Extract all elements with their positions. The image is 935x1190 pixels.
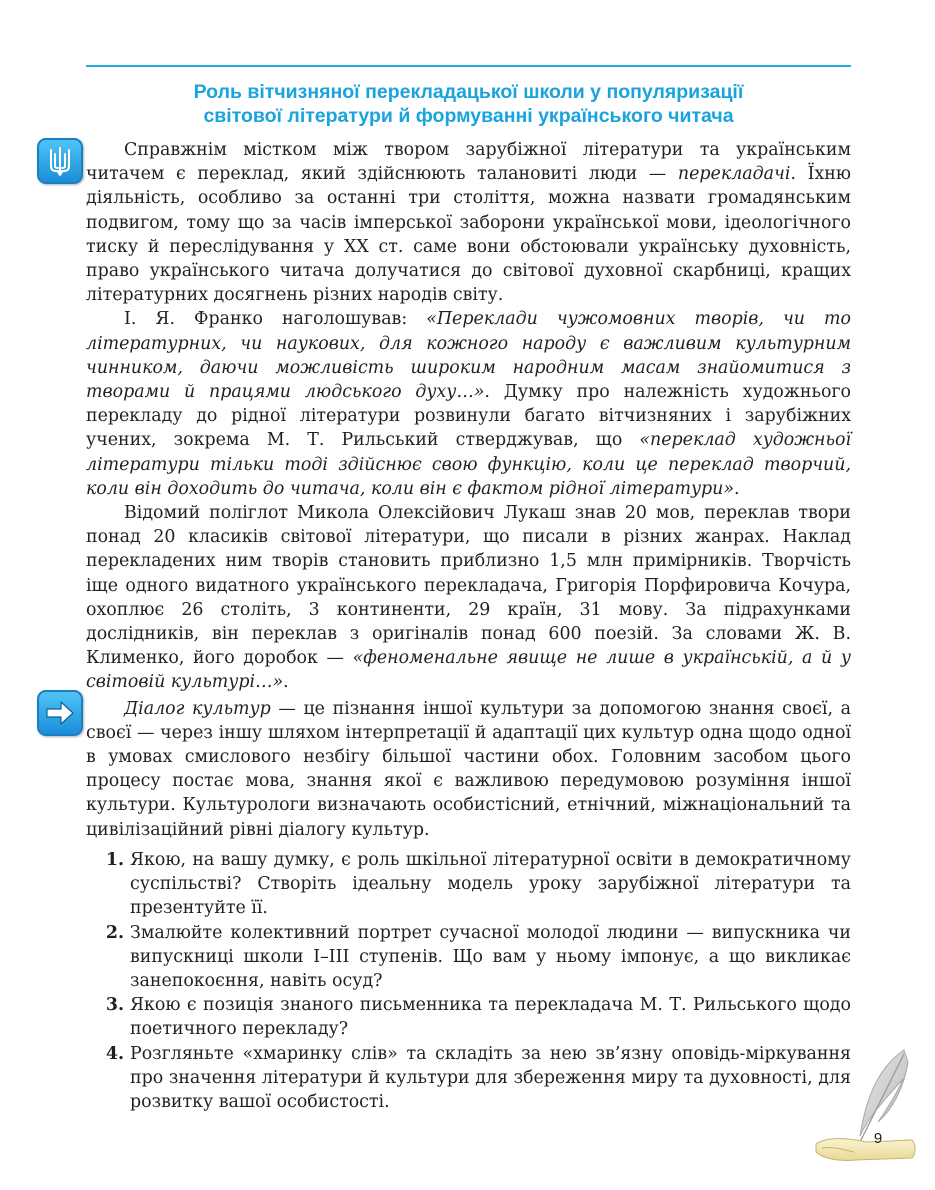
question-text: Змалюйте колективний портрет сучасної молодої людини — випускника чи випускниці школи I–III ступенів. Що вам у ньому імпонує, а що викликає занепокоєння, навіть осуд? [130,922,851,992]
p2-text-a: І. Я. Франко наголошував: [124,309,427,330]
paragraph-1 [86,138,851,307]
p4-term: Діалог культур [124,698,271,719]
paragraph-4 [86,697,851,842]
p3-text-c: . [283,672,289,693]
p2-text-e: . [734,478,740,499]
p1-text-c: . Їхню діяльність, особливо за останні три століття, можна назвати громадянським подвигом, тому що за часів імперської заборони української мови, ідеологічного тиску й переслідування у XX ст. саме вони обстоювали українську духовність, право українського читача долучатися до світової духовної скарбниці, кращих літературних досягнень різних народів світу. [86,164,851,306]
quill-feather-icon [808,1048,920,1168]
page-number: 9 [873,1130,883,1147]
p2-text-c: . Думку про належність художнього перекладу до рідної літератури розвинули багато вітчизняних і зарубіжних учених, зокрема М. Т. Рильський стверджував, що [86,382,851,451]
question-text: Якою, на вашу думку, є роль шкільної літературної освіти в демократичному суспільстві? Створіть ідеальну модель уроку зарубіжної літератури та презентуйте її. [130,850,851,919]
arrow-right-icon [37,690,83,736]
paragraph-2 [86,307,851,501]
trident-icon [37,138,83,184]
p3-quote: «феноменальне явище не лише в українській, а й у світовій культурі…» [86,648,851,693]
p1-text-a: Справжнім містком між твором зарубіжної літератури та українським читачем є переклад, який здійснюють талановиті люди — [86,140,851,185]
main-text [86,138,851,842]
p4-text-b: — це пізнання іншої культури за допомогою знання своєї, а своєї — через іншу шляхом інтерпретації й адаптації цих культур одна щодо одної в умовах смислового незбігу більшої частини обох. Головним засобом цього процесу постає мова, знання якої є важливою передумовою розуміння іншої культури. Культурологи визначають особистісний, етнічний, міжнаціональний та цивілізаційний рівні діалогу культур. [86,698,851,840]
p2-quote-rylsky: «переклад художньої літератури тільки тоді здійснює свою функцію, коли це переклад творчий, коли він доходить до читача, коли він є фактом рідної літератури» [86,430,852,499]
p1-term: перекладачі [677,164,791,185]
p3-text-a: Відомий поліглот Микола Олексійович Лукаш знав 20 мов, переклав твори понад 20 класиків світової літератури, що писали в різних жанрах. Наклад перекладених ним творів становить приблизно 1,5 млн примірників. Творчість іще одного видатного українського перекладача, Григорія Порфировича Кочура, охоплює 26 століть, 3 континенти, 29 країн, 31 мову. За підрахунками дослідників, він переклав з оригіналів понад 600 поезій. За словами Ж. В. Клименко, його доробок — [86,503,851,669]
question-item [86,993,851,1041]
question-number: 2. [105,922,124,943]
question-number: 4. [105,1043,124,1064]
heading-line-1: Роль вітчизняної перекладацької школи у популяризації [193,81,744,103]
heading-line-2: світової літератури й формуванні українського читача [203,105,734,127]
question-item [86,1042,851,1115]
question-item [86,921,851,994]
section-heading [86,80,851,128]
question-number: 1. [105,850,124,870]
questions-list [86,848,851,1114]
question-text: Розгляньте «хмаринку слів» та складіть за нею зв’язну оповідь-міркування про значення літератури й культури для збереження миру та духовності, для розвитку вашої особистості. [130,1043,851,1113]
top-rule [86,65,851,67]
question-text: Якою є позиція знаного письменника та перекладача М. Т. Рильського щодо поетичного перекладу? [130,995,851,1040]
question-item [86,848,851,921]
question-number: 3. [105,995,124,1016]
paragraph-3 [86,501,851,695]
p2-quote-franko: «Переклади чужомовних творів, чи то літературних, чи наукових, для кожного народу є важливим культурним чинником, даючи можливість широким народним масам знайомитися з творами й працями людського духу…» [86,309,851,403]
